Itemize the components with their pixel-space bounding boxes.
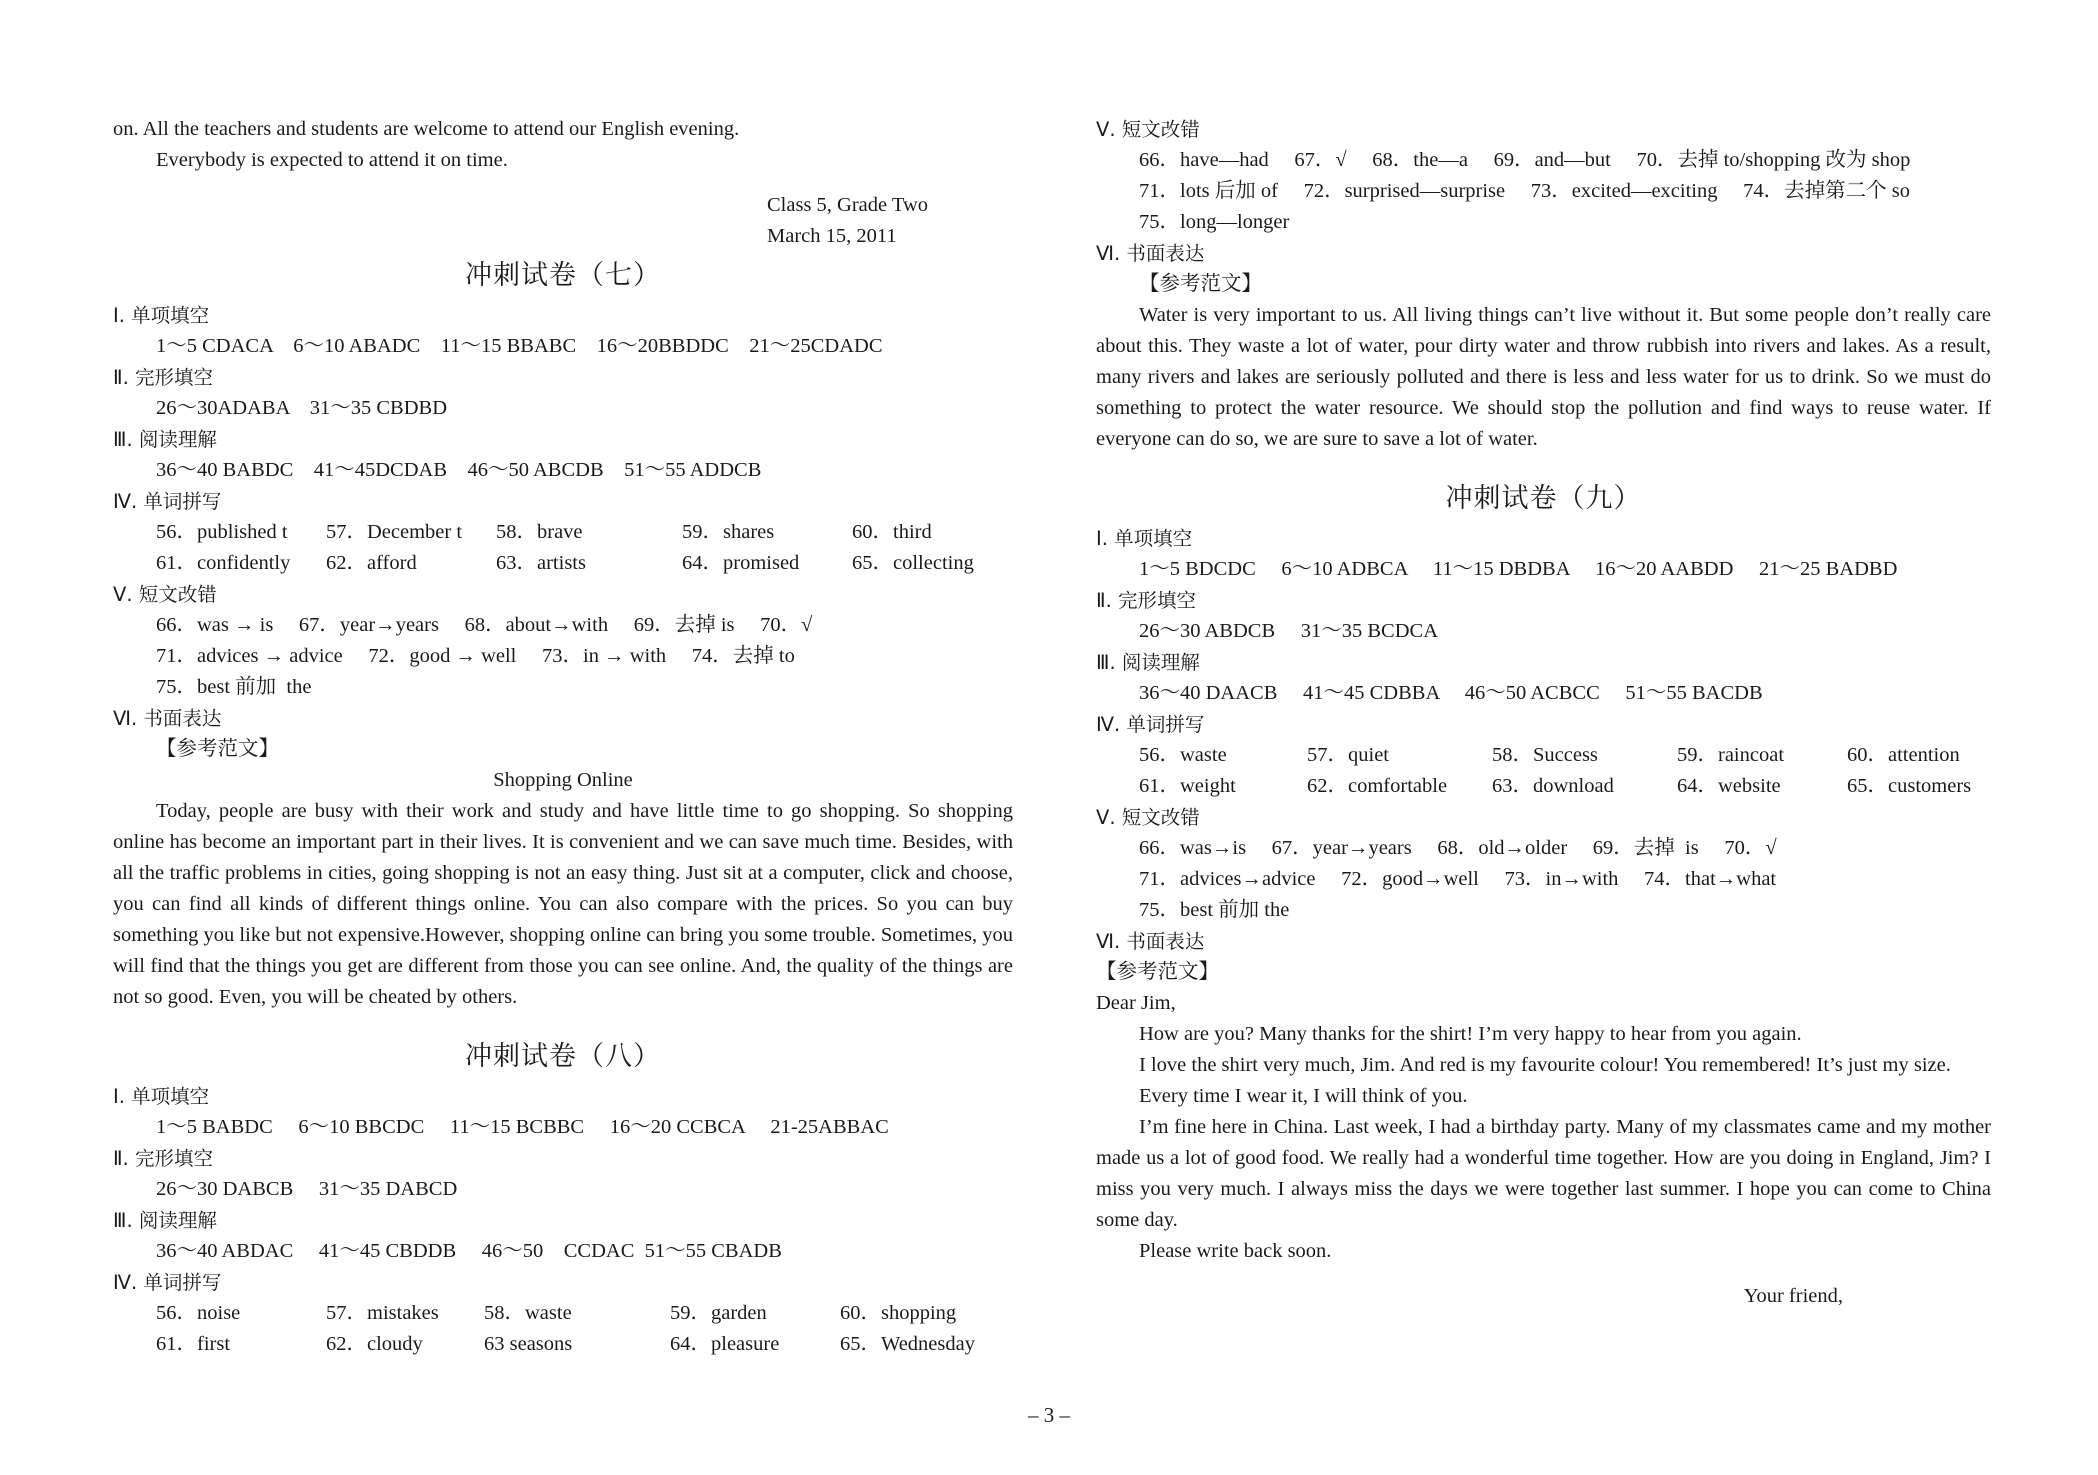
spelling-row xyxy=(1096,771,1991,802)
spelling-item: 60．shopping xyxy=(840,1302,957,1324)
section-heading: Ⅱ. 完形填空 xyxy=(113,1147,213,1170)
correction-line: 75．best 前加 the xyxy=(156,676,312,698)
section-heading: Ⅳ. 单词拼写 xyxy=(113,1271,222,1294)
section-heading: Ⅴ. 短文改错 xyxy=(113,583,217,606)
letter-greeting: Dear Jim, xyxy=(1096,992,1176,1014)
section-heading: Ⅳ. 单词拼写 xyxy=(113,490,222,513)
signature-class: Class 5, Grade Two xyxy=(767,194,929,216)
spelling-row xyxy=(113,1329,1013,1360)
spelling-item: 59．raincoat xyxy=(1677,744,1785,766)
correction-line: 66．have—had 67．√ 68．the—a 69．and—but 70．去掉 to/shopping 改为 shop xyxy=(1139,149,1911,171)
section-heading: Ⅱ. 完形填空 xyxy=(1096,589,1196,612)
section-heading: Ⅱ. 完形填空 xyxy=(113,366,213,389)
section-heading: Ⅲ. 阅读理解 xyxy=(113,428,217,451)
sample-label: 【参考范文】 xyxy=(1139,273,1262,295)
spelling-item: 62．comfortable xyxy=(1307,775,1448,797)
section-heading: Ⅰ. 单项填空 xyxy=(113,304,210,327)
section-heading: Ⅵ. 书面表达 xyxy=(1096,930,1205,953)
answer-line: 36～40 BABDC 41～45DCDAB 46～50 ABCDB 51～55 ADDCB xyxy=(156,459,762,481)
section-heading: Ⅰ. 单项填空 xyxy=(113,1085,210,1108)
spelling-item: 62．cloudy xyxy=(326,1333,423,1355)
right-column xyxy=(1096,114,1991,1312)
correction-line: 66．was → is 67．year→years 68．about→with 69．去掉 is 70．√ xyxy=(156,614,813,636)
spelling-item: 59．shares xyxy=(682,521,775,543)
spelling-row xyxy=(113,517,1013,548)
spelling-item: 65．collecting xyxy=(852,552,974,574)
correction-line: 71．advices→advice 72．good→well 73．in→with 74．that→what xyxy=(1139,868,1777,890)
essay-body: Water is very important to us. All living things can’t live without it. But some people don’t really care about this. They waste a lot of water, pour dirty water and throw rubbish into rivers and lakes. As a result, many rivers and lakes are seriously polluted and there is less and less water for us to drink. So we must do something to protect the water resource. We should stop the pollution and find ways to reuse water. If everyone can do so, we are sure to save a lot of water. xyxy=(1096,304,1991,450)
essay-body: Today, people are busy with their work and study and have little time to go shopping. So shopping online has become an important part in their lives. It is convenient and we can save much time. Besides, with all the traffic problems in cities, going shopping is not an easy thing. Just sit at a computer, click and choose, you can find all kinds of different things online. You can also compare with the prices. So you can buy something you like but not expensive.However, shopping online can bring you some trouble. Sometimes, you will find that the things you get are different from those you can see online. And, the quality of the things are not so good. Even, you will be cheated by others. xyxy=(113,800,1013,1008)
spelling-item: 60．attention xyxy=(1847,744,1960,766)
spelling-item: 64．pleasure xyxy=(670,1333,780,1355)
letter-paragraph: How are you? Many thanks for the shirt! I’m very happy to hear from you again. xyxy=(1139,1023,1802,1045)
spelling-row xyxy=(113,1298,1013,1329)
intro-line: on. All the teachers and students are welcome to attend our English evening. xyxy=(113,118,740,140)
spelling-item: 61．weight xyxy=(1139,775,1236,797)
section-heading: Ⅵ. 书面表达 xyxy=(113,707,222,730)
section-heading: Ⅲ. 阅读理解 xyxy=(113,1209,217,1232)
correction-line: 75．best 前加 the xyxy=(1139,899,1290,921)
correction-line: 75．long—longer xyxy=(1139,211,1290,233)
answer-line: 36～40 ABDAC 41～45 CBDDB 46～50 CCDAC 51～55 CBADB xyxy=(156,1240,782,1262)
spelling-item: 63．artists xyxy=(496,552,586,574)
paper-title-9: 冲刺试卷（九） xyxy=(1445,483,1642,514)
spelling-item: 57．December t xyxy=(326,521,463,543)
signature-date: March 15, 2011 xyxy=(767,225,897,247)
letter-closing: Your friend, xyxy=(1743,1285,1843,1307)
left-column xyxy=(113,114,1013,1360)
letter-paragraph: Please write back soon. xyxy=(1139,1240,1332,1262)
answer-line: 1～5 BABDC 6～10 BBCDC 11～15 BCBBC 16～20 CCBCA 21-25ABBAC xyxy=(156,1116,889,1138)
spelling-item: 58．Success xyxy=(1492,744,1598,766)
spelling-item: 58．waste xyxy=(484,1302,572,1324)
answer-line: 1～5 CDACA 6～10 ABADC 11～15 BBABC 16～20BBDDC 21～25CDADC xyxy=(156,335,883,357)
spelling-item: 58．brave xyxy=(496,521,583,543)
paper-title-7: 冲刺试卷（七） xyxy=(465,260,661,291)
correction-line: 71．advices → advice 72．good → well 73．in → with 74．去掉 to xyxy=(156,645,795,667)
answer-line: 36～40 DAACB 41～45 CDBBA 46～50 ACBCC 51～55 BACDB xyxy=(1139,682,1763,704)
spelling-row xyxy=(113,548,1013,579)
spelling-item: 59．garden xyxy=(670,1302,767,1324)
paper-title-8: 冲刺试卷（八） xyxy=(465,1041,661,1072)
spelling-item: 57．quiet xyxy=(1307,744,1389,766)
page-number: – 3 – xyxy=(1028,1403,1070,1427)
correction-line: 71．lots 后加 of 72．surprised—surprise 73．excited—exciting 74．去掉第二个 so xyxy=(1139,180,1910,202)
spelling-item: 60．third xyxy=(852,521,932,543)
answer-line: 26～30 DABCB 31～35 DABCD xyxy=(156,1178,458,1200)
spelling-item: 64．promised xyxy=(682,552,800,574)
section-heading: Ⅲ. 阅读理解 xyxy=(1096,651,1200,674)
spelling-item: 63．download xyxy=(1492,775,1614,797)
letter-paragraph: I love the shirt very much, Jim. And red is my favourite colour! You remembered! It’s just my size. xyxy=(1139,1054,1951,1076)
section-heading: Ⅰ. 单项填空 xyxy=(1096,527,1193,550)
spelling-item: 62．afford xyxy=(326,552,417,574)
intro-line: Everybody is expected to attend it on time. xyxy=(156,149,508,171)
answer-line: 26～30ADABA 31～35 CBDBD xyxy=(156,397,448,419)
answer-line: 26～30 ABDCB 31～35 BCDCA xyxy=(1139,620,1439,642)
spelling-item: 61．first xyxy=(156,1333,231,1355)
spelling-item: 63 seasons xyxy=(484,1333,573,1355)
spelling-row xyxy=(1096,740,1991,771)
section-heading: Ⅵ. 书面表达 xyxy=(1096,242,1205,265)
answer-line: 1～5 BDCDC 6～10 ADBCA 11～15 DBDBA 16～20 AABDD 21～25 BADBD xyxy=(1139,558,1898,580)
sample-label: 【参考范文】 xyxy=(1096,961,1219,983)
spelling-item: 61．confidently xyxy=(156,552,291,574)
essay-title: Shopping Online xyxy=(493,769,633,791)
spelling-item: 65．Wednesday xyxy=(840,1333,975,1355)
letter-paragraph: I’m fine here in China. Last week, I had a birthday party. Many of my classmates came and my mother made us a lot of good food. We really had a wonderful time together. How are you doing in England, Jim? I miss you very much. I always miss the days we were together last summer. I hope you can come to China some day. xyxy=(1096,1116,1991,1231)
spelling-item: 56．waste xyxy=(1139,744,1227,766)
section-heading: Ⅴ. 短文改错 xyxy=(1096,118,1200,141)
spelling-item: 64．website xyxy=(1677,775,1781,797)
spelling-item: 56．published t xyxy=(156,521,288,543)
spelling-item: 65．customers xyxy=(1847,775,1972,797)
spelling-item: 56．noise xyxy=(156,1302,241,1324)
section-heading: Ⅳ. 单词拼写 xyxy=(1096,713,1205,736)
letter-paragraph: Every time I wear it, I will think of you. xyxy=(1139,1085,1468,1107)
section-heading: Ⅴ. 短文改错 xyxy=(1096,806,1200,829)
correction-line: 66．was→is 67．year→years 68．old→older 69．去掉 is 70．√ xyxy=(1139,837,1777,859)
sample-label: 【参考范文】 xyxy=(156,738,279,760)
spelling-item: 57．mistakes xyxy=(326,1302,439,1324)
